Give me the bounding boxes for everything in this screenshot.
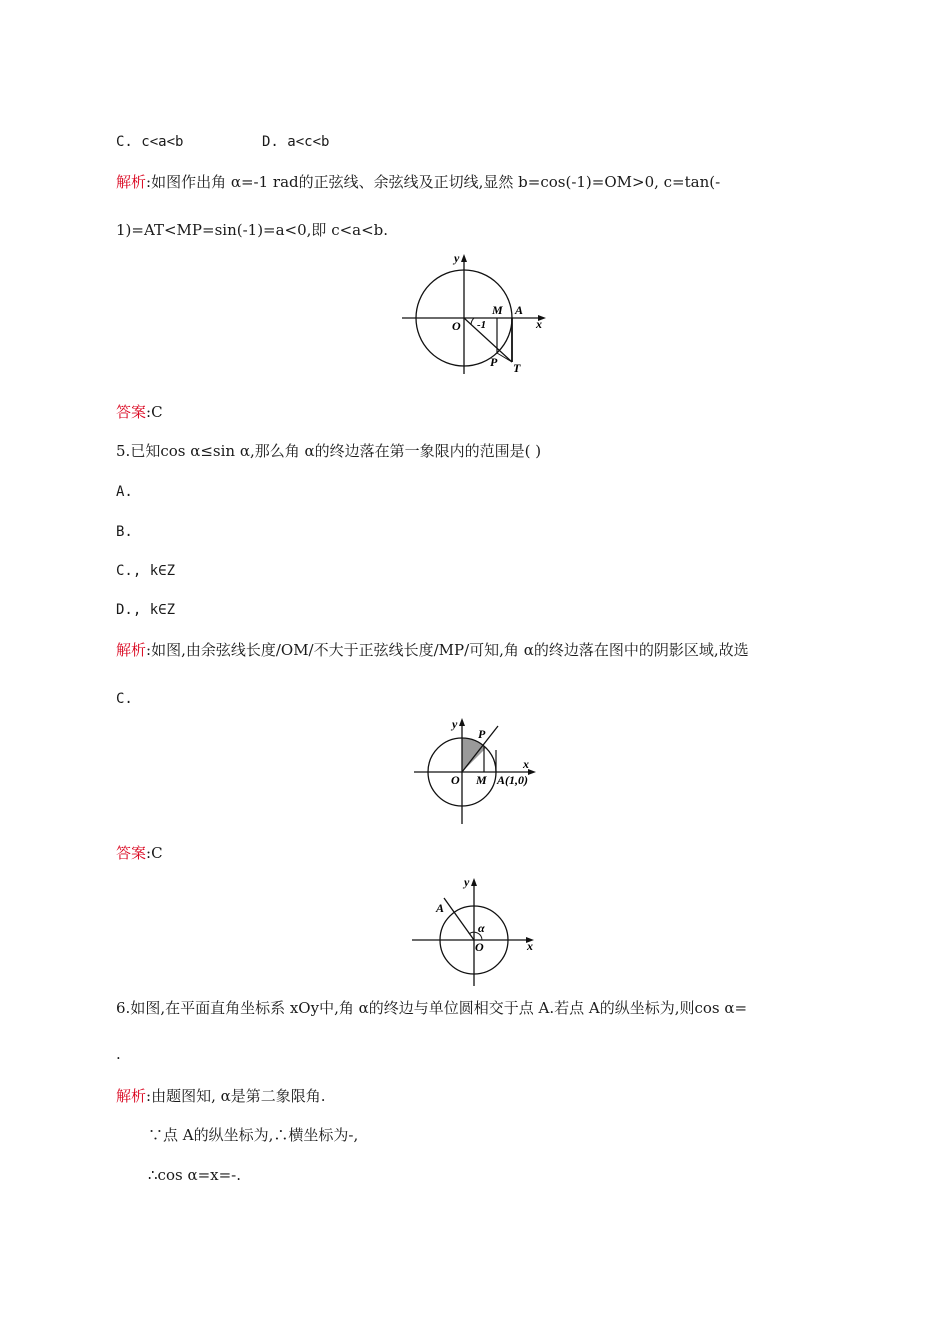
label-x: x bbox=[527, 939, 533, 953]
label-T: T bbox=[513, 361, 521, 375]
label-alpha: α bbox=[478, 921, 485, 935]
q4-option-d: D. a<c<b bbox=[262, 134, 330, 150]
q6-number: 6. bbox=[116, 999, 131, 1017]
q5-option-c: C., k∈Z bbox=[116, 563, 176, 579]
x-axis-arrow bbox=[528, 769, 536, 775]
label-A: A bbox=[515, 303, 524, 317]
label-x: x bbox=[523, 757, 529, 771]
q4-unit-circle-figure bbox=[400, 250, 550, 378]
q4-analysis-line2: 1)=AT<MP=sin(-1)=a<0,即 c<a<b. bbox=[116, 221, 389, 239]
q6-unit-circle-figure bbox=[410, 872, 540, 988]
label-x: x bbox=[536, 317, 542, 331]
y-axis-arrow bbox=[459, 718, 465, 726]
q5-option-a: A. bbox=[116, 484, 133, 500]
q6-question bbox=[116, 998, 747, 1018]
analysis-label: 解析 bbox=[116, 1087, 147, 1105]
q6-analysis-line1 bbox=[116, 1086, 326, 1106]
analysis-text: :如图作出角 α=-1 rad的正弦线、余弦线及正切线,显然 b=cos(-1)=OM>0, c=tan(- bbox=[146, 173, 721, 191]
analysis-text: :如图,由余弦线长度/OM/不大于正弦线长度/MP/可知,角 α的终边落在图中的阴影区域,故选 bbox=[146, 641, 749, 659]
q5-unit-circle-figure bbox=[410, 716, 550, 828]
q6-step2: ∴cos α=x=-. bbox=[148, 1166, 242, 1184]
analysis-text: :由题图知, α是第二象限角. bbox=[146, 1087, 326, 1105]
analysis-label: 解析 bbox=[116, 641, 147, 659]
label-y: y bbox=[454, 251, 460, 265]
label-A: A bbox=[436, 901, 445, 915]
q5-option-b: B. bbox=[116, 524, 133, 540]
q4-analysis-line1 bbox=[116, 172, 720, 192]
label-y: y bbox=[464, 875, 470, 889]
y-axis-arrow bbox=[461, 254, 467, 262]
q5-question bbox=[116, 441, 541, 461]
q5-analysis-line2: C. bbox=[116, 691, 133, 707]
label-A10: A(1,0) bbox=[497, 773, 528, 787]
q5-option-d: D., k∈Z bbox=[116, 602, 176, 618]
q6-question-text: 如图,在平面直角坐标系 xOy中,角 α的终边与单位圆相交于点 A.若点 A的纵坐标为,则cos α= bbox=[130, 999, 748, 1017]
q5-number: 5. bbox=[116, 442, 131, 460]
y-axis-arrow bbox=[471, 878, 477, 886]
label-P: P bbox=[490, 355, 498, 369]
label-M: M bbox=[492, 303, 503, 317]
label-M: M bbox=[476, 773, 487, 787]
q5-question-text: 已知cos α≤sin α,那么角 α的终边落在第一象限内的范围是( ) bbox=[130, 442, 542, 460]
q5-analysis-line1 bbox=[116, 640, 749, 660]
analysis-label: 解析 bbox=[116, 173, 147, 191]
answer-value: :C bbox=[146, 844, 163, 862]
answer-label: 答案 bbox=[116, 844, 147, 862]
q6-question-cont: . bbox=[116, 1045, 121, 1063]
q4-answer bbox=[116, 402, 163, 422]
label-P: P bbox=[478, 727, 486, 741]
label-O: O bbox=[475, 940, 484, 954]
label-O: O bbox=[451, 773, 460, 787]
q6-step1: ∵点 A的纵坐标为,∴横坐标为-, bbox=[148, 1126, 359, 1144]
angle-arc bbox=[471, 318, 474, 325]
q5-answer bbox=[116, 843, 163, 863]
label-y: y bbox=[452, 717, 458, 731]
label-minus1: -1 bbox=[477, 319, 487, 331]
answer-label: 答案 bbox=[116, 403, 147, 421]
label-O: O bbox=[452, 319, 461, 333]
q4-option-c: C. c<a<b bbox=[116, 134, 184, 150]
answer-value: :C bbox=[146, 403, 163, 421]
